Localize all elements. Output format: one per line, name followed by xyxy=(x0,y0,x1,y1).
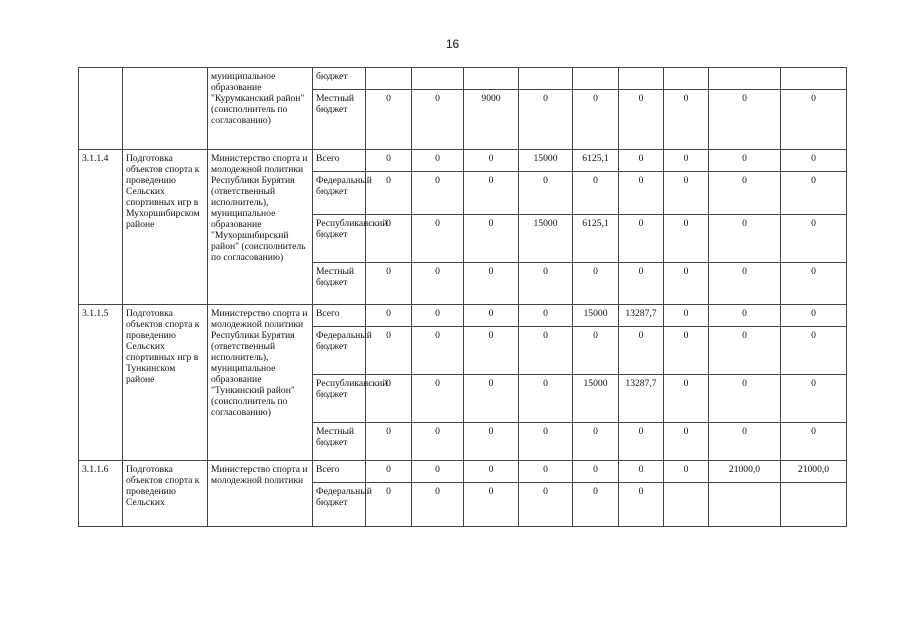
table-row xyxy=(79,461,847,483)
value-cell: 0 xyxy=(573,461,619,483)
value-cell xyxy=(412,68,464,90)
value-cell: 0 xyxy=(412,305,464,327)
funding-source-cell: Всего xyxy=(313,150,366,172)
value-cell: 13287,7 xyxy=(619,305,664,327)
row-code-cell: 3.1.1.4 xyxy=(79,150,123,305)
funding-source-cell: Местный бюджет xyxy=(313,423,366,461)
value-cell: 0 xyxy=(464,483,519,527)
value-cell: 0 xyxy=(781,215,847,263)
row-name-cell: Подготовка объектов спорта к проведению Сельских спортивных игр в Мухоршибирском районе xyxy=(123,150,208,305)
value-cell: 0 xyxy=(366,375,412,423)
value-cell: 0 xyxy=(366,263,412,305)
value-cell: 0 xyxy=(412,215,464,263)
value-cell: 13287,7 xyxy=(619,375,664,423)
value-cell: 0 xyxy=(781,305,847,327)
value-cell: 0 xyxy=(619,215,664,263)
value-cell: 0 xyxy=(464,172,519,215)
value-cell: 0 xyxy=(664,150,709,172)
funding-source-cell: Федеральный бюджет xyxy=(313,327,366,375)
value-cell: 0 xyxy=(709,172,781,215)
funding-source-cell: Местный бюджет xyxy=(313,90,366,150)
funding-source-cell: Федеральный бюджет xyxy=(313,483,366,527)
value-cell: 0 xyxy=(519,305,573,327)
value-cell: 0 xyxy=(781,423,847,461)
value-cell: 0 xyxy=(664,305,709,327)
value-cell xyxy=(573,68,619,90)
value-cell: 15000 xyxy=(573,375,619,423)
table-row xyxy=(79,305,847,327)
value-cell: 0 xyxy=(412,483,464,527)
row-code-cell: 3.1.1.6 xyxy=(79,461,123,527)
row-name-cell: Подготовка объектов спорта к проведению Сельских спортивных игр в Тункинском районе xyxy=(123,305,208,461)
value-cell: 0 xyxy=(709,215,781,263)
value-cell: 0 xyxy=(519,483,573,527)
value-cell: 6125,1 xyxy=(573,215,619,263)
value-cell: 0 xyxy=(619,423,664,461)
value-cell: 0 xyxy=(519,461,573,483)
value-cell: 0 xyxy=(619,263,664,305)
value-cell: 0 xyxy=(412,263,464,305)
value-cell: 0 xyxy=(366,461,412,483)
value-cell: 0 xyxy=(412,423,464,461)
value-cell: 0 xyxy=(366,423,412,461)
budget-table xyxy=(78,67,847,527)
value-cell: 0 xyxy=(781,172,847,215)
value-cell: 0 xyxy=(781,150,847,172)
value-cell: 0 xyxy=(366,483,412,527)
row-name-cell: Подготовка объектов спорта к проведению Сельских xyxy=(123,461,208,527)
value-cell: 0 xyxy=(412,461,464,483)
value-cell: 0 xyxy=(464,327,519,375)
table-row xyxy=(79,68,847,90)
value-cell xyxy=(781,483,847,527)
row-code-cell xyxy=(79,68,123,150)
value-cell xyxy=(664,483,709,527)
row-name-cell xyxy=(123,68,208,150)
value-cell: 0 xyxy=(412,150,464,172)
value-cell: 0 xyxy=(412,90,464,150)
page-number: 16 xyxy=(445,37,460,51)
value-cell: 0 xyxy=(366,90,412,150)
value-cell xyxy=(709,483,781,527)
value-cell: 0 xyxy=(519,172,573,215)
value-cell: 0 xyxy=(709,327,781,375)
value-cell: 0 xyxy=(664,327,709,375)
table-row xyxy=(79,150,847,172)
value-cell: 0 xyxy=(664,263,709,305)
value-cell: 0 xyxy=(664,375,709,423)
value-cell: 0 xyxy=(709,90,781,150)
value-cell: 0 xyxy=(464,215,519,263)
row-executor-cell: Министерство спорта и молодежной политики xyxy=(208,461,313,527)
value-cell: 0 xyxy=(781,90,847,150)
value-cell: 9000 xyxy=(464,90,519,150)
value-cell: 0 xyxy=(619,90,664,150)
funding-source-cell: Федеральный бюджет xyxy=(313,172,366,215)
value-cell: 0 xyxy=(412,375,464,423)
value-cell: 0 xyxy=(366,327,412,375)
value-cell: 15000 xyxy=(519,215,573,263)
value-cell: 0 xyxy=(709,375,781,423)
value-cell: 0 xyxy=(573,327,619,375)
value-cell: 0 xyxy=(366,305,412,327)
value-cell: 0 xyxy=(573,483,619,527)
value-cell: 0 xyxy=(464,461,519,483)
value-cell: 0 xyxy=(412,327,464,375)
value-cell: 15000 xyxy=(573,305,619,327)
value-cell: 0 xyxy=(519,423,573,461)
value-cell xyxy=(519,68,573,90)
value-cell: 0 xyxy=(573,263,619,305)
value-cell xyxy=(664,68,709,90)
value-cell xyxy=(619,68,664,90)
value-cell: 0 xyxy=(619,150,664,172)
value-cell: 6125,1 xyxy=(573,150,619,172)
value-cell xyxy=(781,68,847,90)
value-cell: 0 xyxy=(709,150,781,172)
funding-source-cell: Всего xyxy=(313,305,366,327)
value-cell: 0 xyxy=(366,215,412,263)
value-cell: 0 xyxy=(664,461,709,483)
value-cell: 21000,0 xyxy=(781,461,847,483)
row-code-cell: 3.1.1.5 xyxy=(79,305,123,461)
value-cell: 0 xyxy=(573,172,619,215)
value-cell: 15000 xyxy=(519,150,573,172)
value-cell: 0 xyxy=(519,90,573,150)
value-cell: 0 xyxy=(619,483,664,527)
value-cell: 0 xyxy=(366,172,412,215)
value-cell: 0 xyxy=(464,305,519,327)
value-cell: 0 xyxy=(664,215,709,263)
funding-source-cell: бюджет xyxy=(313,68,366,90)
value-cell: 21000,0 xyxy=(709,461,781,483)
value-cell: 0 xyxy=(781,327,847,375)
funding-source-cell: Местный бюджет xyxy=(313,263,366,305)
value-cell: 0 xyxy=(619,172,664,215)
funding-source-cell: Всего xyxy=(313,461,366,483)
value-cell: 0 xyxy=(464,375,519,423)
value-cell: 0 xyxy=(519,263,573,305)
funding-source-cell: Республиканский бюджет xyxy=(313,215,366,263)
value-cell: 0 xyxy=(664,423,709,461)
value-cell: 0 xyxy=(781,263,847,305)
value-cell xyxy=(709,68,781,90)
value-cell: 0 xyxy=(519,327,573,375)
value-cell: 0 xyxy=(664,90,709,150)
value-cell: 0 xyxy=(709,263,781,305)
value-cell: 0 xyxy=(464,423,519,461)
value-cell: 0 xyxy=(619,461,664,483)
value-cell: 0 xyxy=(709,305,781,327)
value-cell: 0 xyxy=(366,150,412,172)
value-cell: 0 xyxy=(464,150,519,172)
funding-source-cell: Республиканский бюджет xyxy=(313,375,366,423)
value-cell: 0 xyxy=(519,375,573,423)
value-cell: 0 xyxy=(781,375,847,423)
row-executor-cell: Министерство спорта и молодежной политики Республики Бурятия (ответственный исполнитель), муниципальное образование "Тункинский район" (соисполнитель по согласованию) xyxy=(208,305,313,461)
value-cell: 0 xyxy=(619,327,664,375)
value-cell xyxy=(464,68,519,90)
value-cell: 0 xyxy=(709,423,781,461)
value-cell xyxy=(366,68,412,90)
row-executor-cell: Министерство спорта и молодежной политики Республики Бурятия (ответственный исполнитель), муниципальное образование "Мухоршибирский район" (соисполнитель по согласованию) xyxy=(208,150,313,305)
value-cell: 0 xyxy=(464,263,519,305)
value-cell: 0 xyxy=(664,172,709,215)
value-cell: 0 xyxy=(573,423,619,461)
value-cell: 0 xyxy=(412,172,464,215)
value-cell: 0 xyxy=(573,90,619,150)
row-executor-cell: муниципальное образование "Курумканский район" (соисполнитель по согласованию) xyxy=(208,68,313,150)
